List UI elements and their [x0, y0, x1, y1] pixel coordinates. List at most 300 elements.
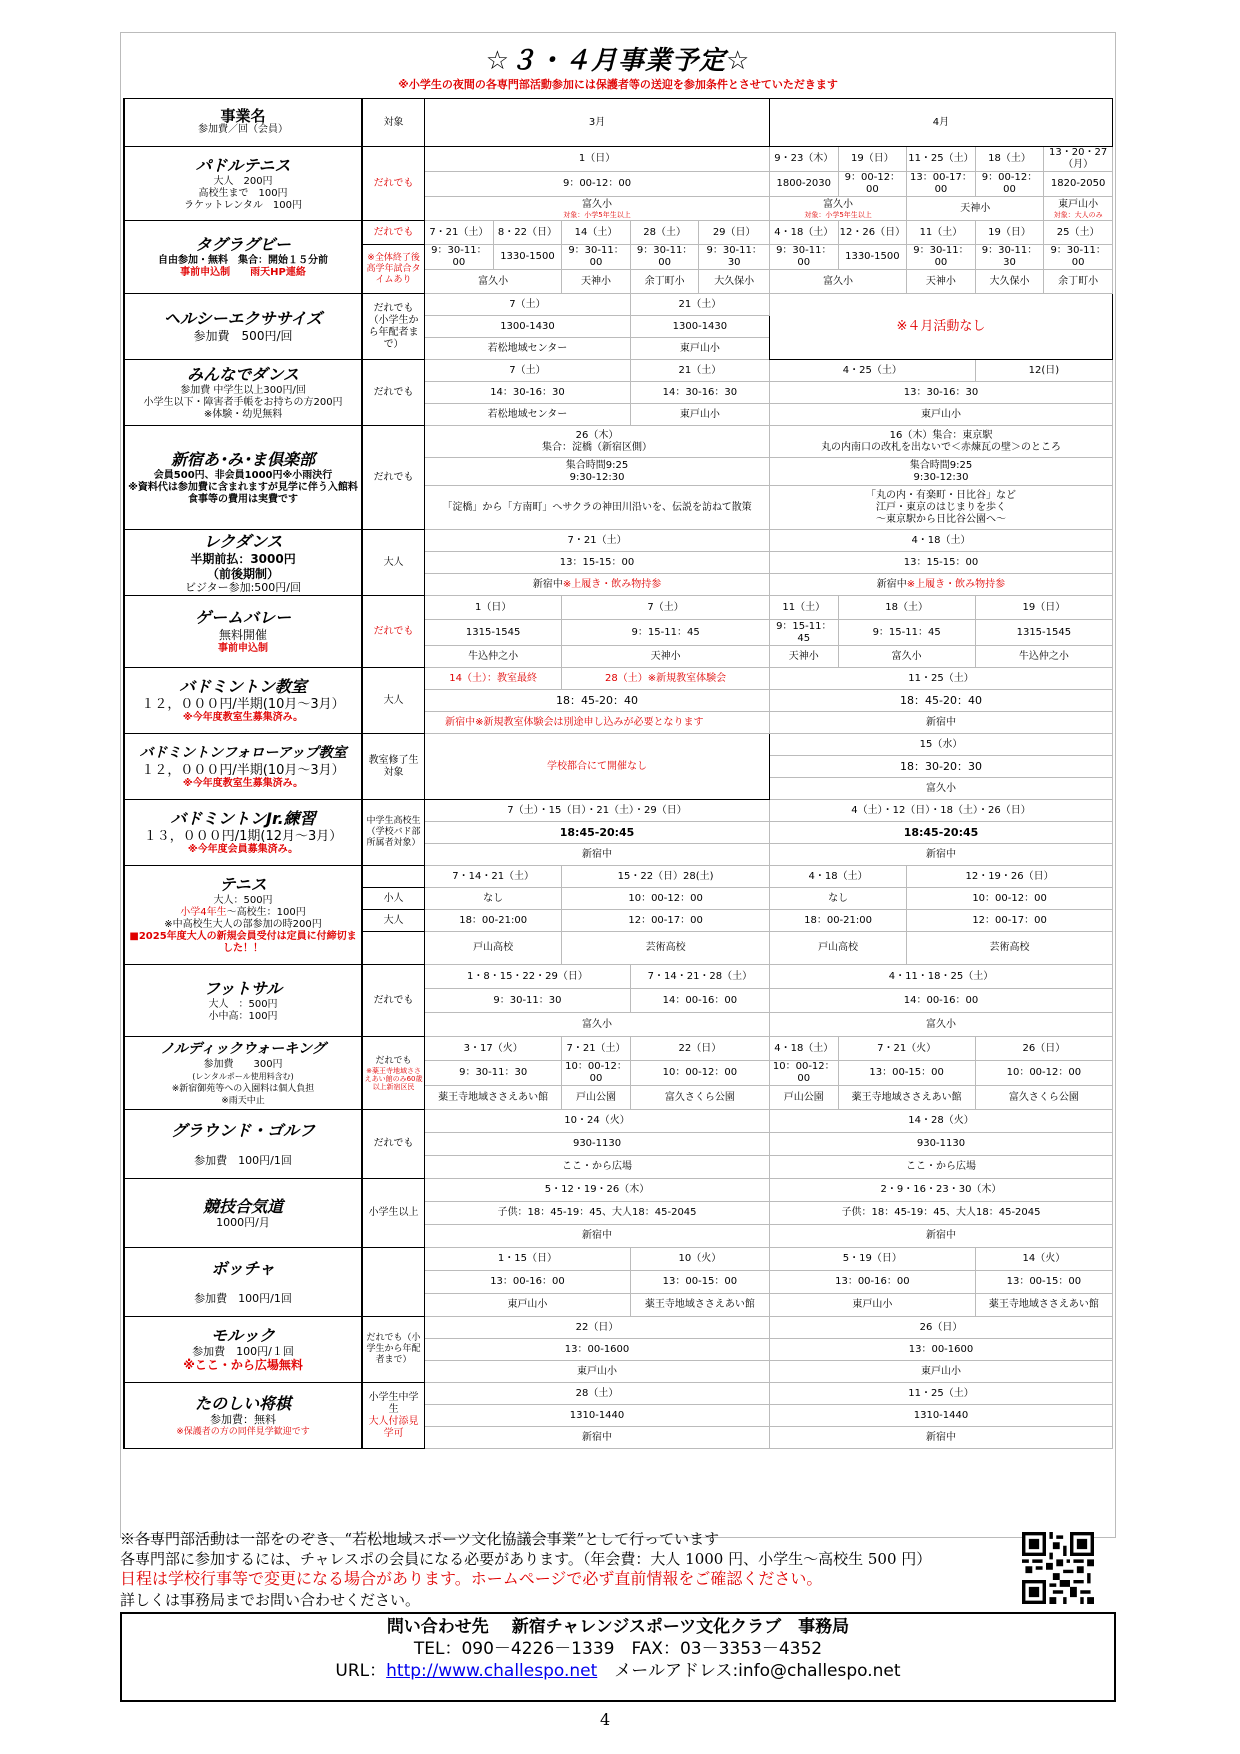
schedule-time: 18:45-20:45	[425, 822, 770, 844]
schedule-date: 28（土）	[630, 221, 699, 245]
schedule-time: 9：30-11：00	[562, 245, 631, 270]
schedule-place: 牛込仲之小	[425, 646, 562, 668]
table-row	[124, 147, 1113, 172]
event-name: バドミントンJr.練習	[170, 809, 316, 828]
schedule-date: 1・15（日）	[425, 1248, 631, 1271]
schedule-time: 10：00-12：00	[630, 1061, 769, 1086]
schedule-place: 東戸山小	[769, 404, 1112, 426]
schedule-description-cell	[769, 486, 1112, 530]
schedule-time: 1310-1440	[769, 1405, 1112, 1427]
event-name: フットサル	[203, 978, 283, 998]
event-name-cell	[124, 668, 362, 734]
schedule-date: 4・11・18・25（土）	[769, 965, 1112, 989]
schedule-place: 若松地域センター	[425, 338, 631, 360]
event-fee: 小学生以下・障害者手帳をお持ちの方200円	[143, 396, 343, 408]
page-number: 4	[600, 1710, 611, 1729]
schedule-place-cell	[425, 574, 770, 596]
schedule-place: ここ・から広場	[769, 1156, 1112, 1179]
schedule-time: 9：30-11：00	[425, 245, 494, 270]
schedule-date: 1（日）	[425, 147, 770, 172]
event-fee: １３，０００円/1期(12月～3月）	[143, 829, 343, 844]
schedule-place: 薬王寺地域ささえあい館	[425, 1086, 562, 1110]
schedule-time: 1315-1545	[975, 620, 1112, 646]
schedule-place: 戸山高校	[425, 932, 562, 965]
schedule-place: 新宿中	[425, 1427, 770, 1449]
event-name: レクダンス	[203, 531, 283, 551]
event-target-note: ※全体終了後高学年試合タイムあり	[362, 245, 425, 294]
event-name-cell	[124, 1037, 362, 1110]
schedule-place: 富久さくら公園	[630, 1086, 769, 1110]
schedule-time: 1800-2030	[769, 172, 838, 197]
table-row	[124, 734, 1113, 756]
schedule-time: 13：00-15：00	[838, 1061, 975, 1086]
event-fee: 無料開催	[219, 628, 268, 642]
schedule-time: 9：00-12：00	[425, 172, 770, 197]
schedule-date: 26（日）	[975, 1037, 1112, 1061]
schedule-place: 戸山公園	[769, 1086, 838, 1110]
event-name-cell	[124, 866, 362, 965]
schedule-place: 天神小	[907, 197, 1044, 221]
schedule-time: 子供：18：45-19：45、大人18：45-2045	[425, 1202, 770, 1225]
schedule-description: 「淀橋」から「方南町」へサクラの神田川沿いを、伝説を訪ねて散策	[425, 486, 770, 530]
schedule-date: 4・18（土）	[769, 530, 1112, 552]
schedule-place: 新宿中	[769, 1225, 1112, 1248]
event-target: 大人	[362, 530, 425, 596]
schedule-date: 2・9・16・23・30（木）	[769, 1179, 1112, 1202]
schedule-date: 4（土）・12（日）・18（土）・26（日）	[769, 800, 1112, 822]
schedule-time: 1330-1500	[493, 245, 562, 270]
schedule-time: 9：30-11：30	[699, 245, 770, 270]
event-target: 大人	[362, 910, 425, 932]
schedule-time-cell	[425, 458, 770, 486]
event-name: パドルテニス	[195, 155, 291, 175]
event-target: だれでも	[362, 426, 425, 530]
event-fee: ※今年度教室生募集済み。	[182, 712, 304, 723]
event-fee: ※雨天中止	[221, 1096, 265, 1106]
event-fee: ※新宿御苑等への入園料は個人負担	[171, 1084, 315, 1094]
schedule-time: 10：00-12：00	[975, 1061, 1112, 1086]
schedule-date: 7（土）	[562, 596, 770, 620]
schedule-date: 7・14・21・28（土）	[630, 965, 769, 989]
schedule-time: 子供：18：45-19：45、大人18：45-2045	[769, 1202, 1112, 1225]
schedule-place-cell	[769, 197, 906, 221]
schedule-date: 7（土）・15（日）・21（土）・29（日）	[425, 800, 770, 822]
event-fee: 大人：500円	[213, 895, 273, 906]
contact-box	[120, 1612, 1116, 1702]
schedule-date: 16（木）集合：東京駅	[889, 429, 993, 441]
schedule-date: 11（土）	[769, 596, 838, 620]
schedule-time: 9：30-11：00	[907, 245, 976, 270]
event-name-cell	[124, 530, 362, 596]
event-target: だれでも	[362, 965, 425, 1037]
page-title: ☆３・４月事業予定☆	[485, 46, 751, 76]
event-target: だれでも	[362, 221, 425, 245]
table-row	[124, 1110, 1113, 1133]
header-april: 4月	[769, 99, 1112, 147]
schedule-date: 4・18（土）	[769, 221, 838, 245]
event-name: ゲームバレー	[195, 608, 292, 627]
event-fee: 小中高：100円	[208, 1010, 278, 1022]
event-fee: 事前申込制 雨天HP連絡	[180, 267, 306, 278]
schedule-time: 13：00-16：00	[769, 1271, 975, 1294]
schedule-time: 9：15-11：45	[838, 620, 975, 646]
schedule-time: 14：30-16：30	[425, 382, 631, 404]
schedule-time: 1315-1545	[425, 620, 562, 646]
event-target: 小学生以上	[362, 1179, 425, 1248]
schedule-date: 26（日）	[769, 1317, 1112, 1339]
schedule-time: 13：15-15：00	[769, 552, 1112, 574]
schedule-place-cell	[1044, 197, 1113, 221]
event-fee: 大人 200円	[213, 175, 273, 187]
event-fee: 事前申込制	[218, 643, 269, 654]
schedule-description: ～東京駅から日比谷公園へ～	[875, 513, 1006, 525]
footer-note-4: 詳しくは事務局までお問い合わせください。	[120, 1591, 421, 1609]
schedule-note: ※上履き・飲み物持参	[906, 578, 1006, 590]
schedule-time: 13：00-15：00	[975, 1271, 1112, 1294]
schedule-place: 富久小	[769, 270, 906, 294]
schedule-place: ここ・から広場	[425, 1156, 770, 1179]
event-target: だれでも	[362, 360, 425, 426]
schedule-date: 19（日）	[975, 221, 1044, 245]
schedule-date: 9・23（木）	[769, 147, 838, 172]
schedule-description: 江戸・東京のはじまりを歩く	[875, 501, 1006, 513]
event-fee-highlight: 小学4年生	[180, 907, 227, 918]
schedule-meet-time: 集合時間9:25	[909, 459, 973, 471]
event-fee: ※体験・幼児無料	[203, 408, 283, 420]
schedule-date: 21（土）	[630, 360, 769, 382]
schedule-date: 1（日）	[425, 596, 562, 620]
schedule-place: 新宿中	[769, 844, 1112, 866]
schedule-date: 19（日）	[838, 147, 907, 172]
table-row	[124, 1317, 1113, 1339]
event-name: グラウンド・ゴルフ	[171, 1120, 316, 1140]
schedule-meet-time: 集合時間9:25	[565, 459, 629, 471]
schedule-place: 新宿中	[425, 1225, 770, 1248]
event-fee-note: ※保護者の方の同伴見学歓迎です	[176, 1426, 310, 1437]
event-target-cell	[362, 1037, 425, 1110]
schedule-date: 7（土）	[425, 294, 631, 316]
schedule-time: 13：00-1600	[425, 1339, 770, 1361]
table-row	[124, 1383, 1113, 1405]
schedule-time: 12：00-17：00	[562, 910, 770, 932]
schedule-date: 11・25（土）	[769, 1383, 1112, 1405]
schedule-time: 9：15-11：45	[769, 620, 838, 646]
schedule-date: 8・22（日）	[493, 221, 562, 245]
schedule-date: 19（日）	[975, 596, 1112, 620]
schedule-time: 18：00-21:00	[769, 910, 906, 932]
schedule-place: 新宿中	[876, 578, 907, 590]
event-target-note: 大人付添見学可	[368, 1415, 419, 1439]
event-name: みんなでダンス	[187, 364, 299, 384]
schedule-date: 7・21（土）	[425, 221, 494, 245]
schedule-place: 富久小	[838, 646, 975, 668]
table-row	[124, 1179, 1113, 1202]
event-fee: ※今年度教室生募集済み。	[182, 778, 304, 789]
schedule-place: 東戸山小	[425, 1294, 631, 1317]
event-fee: ラケットレンタル 100円	[184, 199, 302, 211]
schedule-date: 3・17（火）	[425, 1037, 562, 1061]
schedule-time: 13：30-16：30	[769, 382, 1112, 404]
event-target: だれでも	[362, 1110, 425, 1179]
table-row	[124, 294, 1113, 316]
schedule-date: 22（日）	[425, 1317, 770, 1339]
event-name-cell	[124, 1248, 362, 1317]
event-target: だれでも	[362, 147, 425, 221]
schedule-table	[123, 98, 1113, 1449]
schedule-place: 薬王寺地域ささえあい館	[838, 1086, 975, 1110]
schedule-place: 新宿中※新規教室体験会は別途申し込みが必要となります	[425, 712, 770, 734]
schedule-place: 大久保小	[975, 270, 1044, 294]
header-name-cell	[124, 99, 362, 147]
event-target-empty	[362, 932, 425, 965]
event-fee: ※今年度会員募集済み。	[187, 844, 299, 855]
event-fee: 高校生まで 100円	[198, 187, 288, 199]
schedule-date: 14（土）：教室最終	[425, 668, 562, 690]
schedule-place: 牛込仲之小	[975, 646, 1112, 668]
schedule-place: 芸術高校	[562, 932, 770, 965]
schedule-date: 21（土）	[630, 294, 769, 316]
event-name-cell	[124, 426, 362, 530]
schedule-place: 新宿中	[425, 844, 770, 866]
event-name-cell	[124, 360, 362, 426]
event-name-cell	[124, 596, 362, 668]
event-target-note: ※薬王寺地域ささえあい館のみ60歳以上新宿区民	[364, 1067, 423, 1091]
event-target-empty	[362, 866, 425, 888]
subtitle-note: ※小学生の夜間の各専門部活動参加には保護者等の送迎を参加条件とさせていただきます	[398, 78, 838, 91]
schedule-place: 余丁町小	[1044, 270, 1113, 294]
table-row	[124, 965, 1113, 989]
schedule-date: 12・26（日）	[838, 221, 907, 245]
header-name: 事業名	[220, 107, 266, 125]
schedule-place-cell	[425, 197, 770, 221]
schedule-date: 14（土）	[562, 221, 631, 245]
schedule-date-cell	[769, 426, 1112, 458]
schedule-time: 930-1130	[425, 1133, 770, 1156]
schedule-place: 戸山高校	[769, 932, 906, 965]
schedule-place: 新宿中	[769, 712, 1112, 734]
schedule-place: 東戸山小	[1058, 198, 1099, 210]
event-target-cell	[362, 1383, 425, 1449]
event-name-cell	[124, 1317, 362, 1383]
table-header-row	[124, 99, 1113, 147]
event-fee: 参加費 100円/1回	[194, 1153, 292, 1167]
schedule-date: 4・25（土）	[769, 360, 975, 382]
table-row	[124, 1248, 1113, 1271]
schedule-time: 13：00-16：00	[425, 1271, 631, 1294]
event-name-cell	[124, 734, 362, 800]
event-target: 小人	[362, 888, 425, 910]
event-name-cell	[124, 800, 362, 866]
event-name: バドミントン教室	[179, 677, 307, 696]
schedule-place: 天神小	[562, 270, 631, 294]
event-fee: 自由参加・無料 集合：開始１５分前	[158, 255, 329, 266]
schedule-date: 11（土）	[907, 221, 976, 245]
schedule-place: 戸山公園	[562, 1086, 631, 1110]
schedule-place: 芸術高校	[907, 932, 1113, 965]
schedule-time: 1820-2050	[1044, 172, 1113, 197]
schedule-place: 新宿中	[769, 1427, 1112, 1449]
schedule-date: 18（土）	[975, 147, 1044, 172]
url-label: URL：	[335, 1661, 387, 1681]
event-fee-note: ※ここ・から広場無料	[183, 1358, 303, 1372]
event-target: 中学生高校生（学校バド部所属者対象）	[362, 800, 425, 866]
event-name-cell	[124, 1179, 362, 1248]
contact-title: 問い合わせ先 新宿チャレンジスポーツ文化クラブ 事務局	[386, 1617, 850, 1637]
event-fee: 参加費：無料	[210, 1412, 277, 1426]
event-fee: ビジター参加:500円/回	[185, 580, 301, 594]
schedule-date: 22（日）	[630, 1037, 769, 1061]
event-fee: 参加費 中学生以上300円/回	[180, 384, 306, 396]
event-fee: （前後期制）	[207, 566, 280, 581]
schedule-date: 7・21（火）	[838, 1037, 975, 1061]
april-no-activity: ※４月活動なし	[769, 294, 1112, 360]
schedule-place: 天神小	[769, 646, 838, 668]
website-link[interactable]: http://www.challespo.net	[386, 1661, 598, 1681]
event-target: 小学生中学生	[368, 1391, 419, 1415]
schedule-note: 対象：大人のみ	[1053, 210, 1103, 219]
table-row	[124, 866, 1113, 888]
table-row	[124, 530, 1113, 552]
schedule-no-event: 学校都合にて開催なし	[425, 734, 770, 800]
event-fee: ※資料代は参加費に含まれますが見学に伴う入館料食事等の費用は実費です	[128, 481, 358, 505]
table-row	[124, 426, 1113, 458]
schedule-place: 富久小	[769, 778, 1112, 800]
event-target: 大人	[362, 668, 425, 734]
schedule-time-cell	[769, 458, 1112, 486]
event-name: タグラグビー	[195, 235, 291, 254]
contact-links	[122, 1660, 1114, 1682]
schedule-time: 18：45-20：40	[769, 690, 1112, 712]
schedule-place: 富久小	[425, 1013, 770, 1037]
schedule-time: 14：00-16：00	[630, 989, 769, 1013]
schedule-date: 7・14・21（土）	[425, 866, 562, 888]
schedule-place: 薬王寺地域ささえあい館	[975, 1294, 1112, 1317]
schedule-time: 10：00-12：00	[562, 1061, 631, 1086]
schedule-time: 1310-1440	[425, 1405, 770, 1427]
contact-tel-fax: TEL：090－4226－1339 FAX：03－3353－4352	[413, 1639, 823, 1659]
schedule-date: 18（土）	[838, 596, 975, 620]
schedule-date: 7・21（土）	[425, 530, 770, 552]
schedule-time: 9：30-11：00	[630, 245, 699, 270]
schedule-place: 東戸山小	[769, 1361, 1112, 1383]
schedule-place: 天神小	[562, 646, 770, 668]
event-fee-notice: ■2025年度大人の新規会員受付は定員に付締切ました！！	[129, 931, 357, 954]
header-march: 3月	[425, 99, 770, 147]
schedule-time: 12：00-17：00	[907, 910, 1113, 932]
schedule-place: 富久小	[769, 1013, 1112, 1037]
event-target: 教室修了生対象	[362, 734, 425, 800]
schedule-time: 13：00-1600	[769, 1339, 1112, 1361]
schedule-time: 9：00-12：00	[975, 172, 1044, 197]
event-name: たのしい将棋	[195, 1393, 292, 1413]
schedule-time: 9：30-11：00	[1044, 245, 1113, 270]
event-fee	[126, 907, 360, 919]
schedule-meeting: 集合：淀橋（新宿区側）	[542, 441, 653, 453]
schedule-time: 9：30-11：30	[425, 989, 631, 1013]
event-name-cell	[124, 1383, 362, 1449]
table-row	[124, 800, 1113, 822]
schedule-date: 10（火）	[630, 1248, 769, 1271]
table-row	[124, 1037, 1113, 1061]
event-fee: 参加費 500円/回	[193, 329, 293, 343]
schedule-time: 18：30-20：30	[769, 756, 1112, 778]
schedule-place: 富久さくら公園	[975, 1086, 1112, 1110]
event-name-cell	[124, 294, 362, 360]
schedule-time: 10：00-12：00	[769, 1061, 838, 1086]
schedule-date: 13・20・27（月）	[1044, 147, 1113, 172]
footer-note-3: 日程は学校行事等で変更になる場合があります。ホームページで必ず直前情報をご確認ください。	[120, 1569, 823, 1588]
schedule-date: 10・24（火）	[425, 1110, 770, 1133]
schedule-date: 28（土）	[425, 1383, 770, 1405]
footer-note-2: 各専門部に参加するには、チャレスポの会員になる必要があります。（年会費：大人 1000 円、小学生～高校生 500 円）	[120, 1550, 932, 1568]
schedule-place: 若松地域センター	[425, 404, 631, 426]
schedule-date: 14（火）	[975, 1248, 1112, 1271]
schedule-place: 富久小	[582, 198, 613, 210]
schedule-time: 9:30-12:30	[913, 471, 969, 483]
schedule-time: 14：30-16：30	[630, 382, 769, 404]
schedule-time: 9:30-12:30	[569, 471, 625, 483]
header-target	[362, 99, 425, 147]
schedule-place: 天神小	[907, 270, 976, 294]
event-name: ヘルシーエクササイズ	[163, 309, 323, 328]
qr-code-icon[interactable]	[1022, 1532, 1094, 1604]
footer-note-1: ※各専門部活動は一部をのぞき、“若松地域スポーツ文化協議会事業”として行っています	[120, 1530, 720, 1548]
event-name: ノルディックウォーキング	[160, 1041, 326, 1057]
schedule-date: 12・19・26（日）	[907, 866, 1113, 888]
schedule-date: 28（土）※新規教室体験会	[562, 668, 770, 690]
schedule-place: 東戸山小	[630, 404, 769, 426]
schedule-date: 7（土）	[425, 360, 631, 382]
schedule-time: 14：00-16：00	[769, 989, 1112, 1013]
event-target: だれでも（小学生から年配者まで）	[362, 294, 425, 360]
event-fee: 参加費 100円/1回	[194, 1291, 292, 1305]
event-target-empty	[362, 1248, 425, 1317]
email-address[interactable]: メールアドレス:info@challespo.net	[614, 1661, 901, 1681]
table-row	[124, 360, 1113, 382]
schedule-time: 13：15-15：00	[425, 552, 770, 574]
schedule-date: 7・21（土）	[562, 1037, 631, 1061]
event-name: 新宿あ･み･ま倶楽部	[171, 449, 316, 469]
schedule-time: 9：30-11：00	[769, 245, 838, 270]
event-name-cell	[124, 221, 362, 294]
schedule-date: 4・18（土）	[769, 866, 906, 888]
schedule-place: 富久小	[823, 198, 854, 210]
schedule-place: 東戸山小	[630, 338, 769, 360]
schedule-place: 薬王寺地域ささえあい館	[630, 1294, 769, 1317]
event-fee-rest: ～高校生：100円	[226, 907, 306, 918]
schedule-date: 14・28（火）	[769, 1110, 1112, 1133]
schedule-time: なし	[769, 888, 906, 910]
event-name: 競技合気道	[203, 1197, 284, 1216]
event-fee: 参加費 100円/１回	[192, 1345, 294, 1358]
schedule-time: 1300-1430	[425, 316, 631, 338]
event-name-cell	[124, 147, 362, 221]
schedule-time: 1300-1430	[630, 316, 769, 338]
schedule-date: 12(日)	[975, 360, 1112, 382]
schedule-date: 1・8・15・22・29（日）	[425, 965, 631, 989]
event-fee: 会員500円、非会員1000円※小雨決行	[153, 469, 333, 481]
event-fee: 大人 ：500円	[208, 998, 278, 1010]
header-target-text: 対象	[383, 116, 404, 128]
schedule-time: 18：00-21:00	[425, 910, 562, 932]
schedule-date: 15・22（日）28(土)	[562, 866, 770, 888]
schedule-time: 13：00-15：00	[630, 1271, 769, 1294]
schedule-time: 930-1130	[769, 1133, 1112, 1156]
schedule-date: 5・12・19・26（木）	[425, 1179, 770, 1202]
schedule-time: 10：00-12：00	[562, 888, 770, 910]
schedule-time: 9：30-11：30	[975, 245, 1044, 270]
schedule-date: 29（日）	[699, 221, 770, 245]
